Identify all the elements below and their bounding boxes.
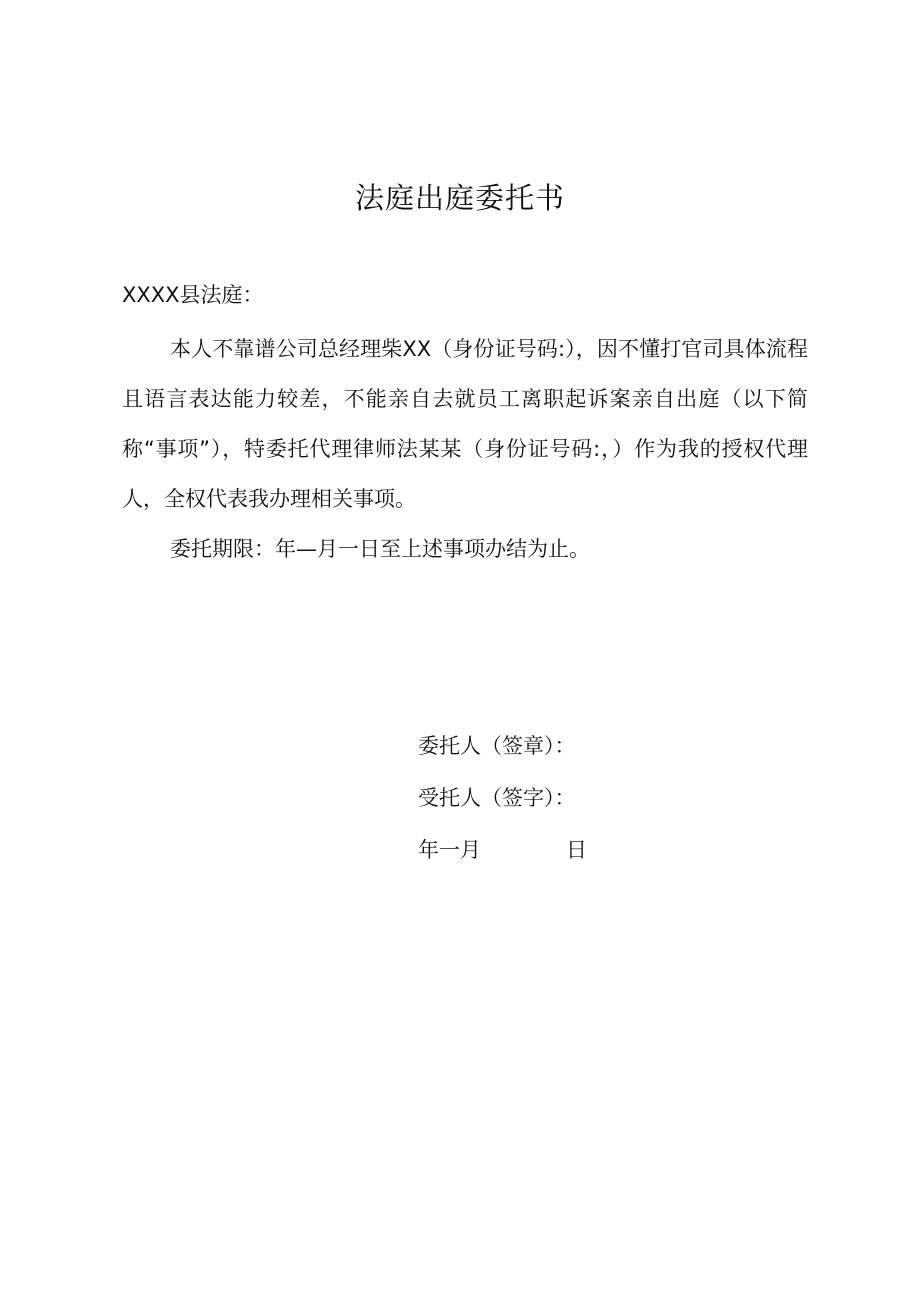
signature-block: [418, 720, 587, 876]
signature-date-line: [418, 824, 587, 876]
principal-signature-line: 委托人（签章）：: [418, 734, 576, 758]
date-year-month: 年一月: [418, 838, 481, 862]
entrustment-period: 委托期限：年—月一日至上述事项办结为止。: [170, 537, 590, 561]
document-title: 法庭出庭委托书: [354, 181, 565, 215]
document-body: [122, 324, 808, 574]
agent-signature-line: 受托人（签字）：: [418, 786, 576, 810]
authorization-paragraph: 本人不靠谱公司总经理柴XX（身份证号码:），因不懂打官司具体流程且语言表达能力较差，不能亲自去就员工离职起诉案亲自出庭（以下简称“事项”），特委托代理律师法某某（身份证号码:，）作为我的授权代理人，全权代表我办理相关事项。: [122, 337, 808, 511]
date-day: 日: [566, 838, 587, 862]
addressee-line: XXXX县法庭：: [122, 283, 264, 307]
